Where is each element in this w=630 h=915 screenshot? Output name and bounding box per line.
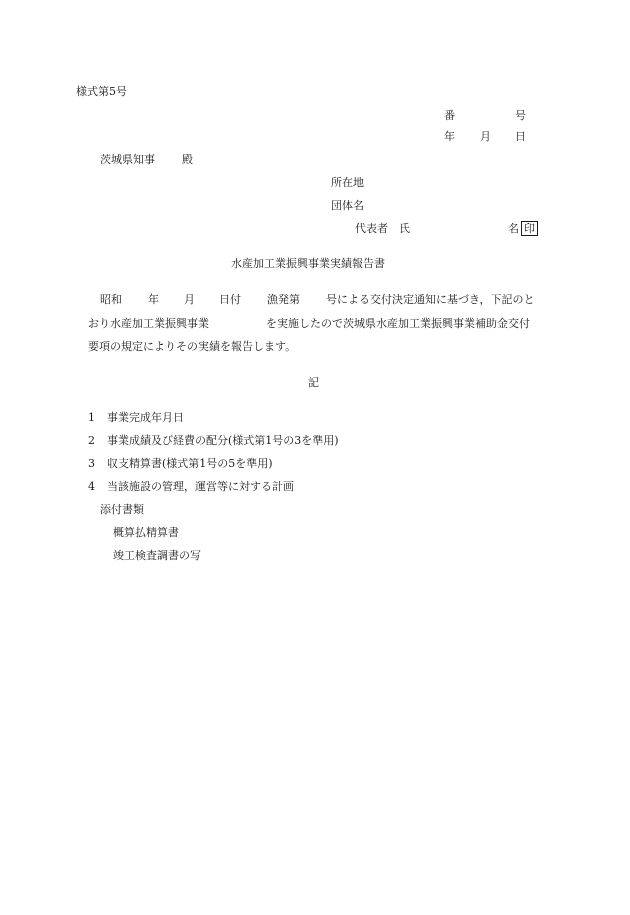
name-suffix: 名	[508, 222, 519, 235]
addressee-honorific: 殿	[182, 153, 193, 166]
item-number: 4	[88, 480, 95, 493]
addressee-name: 茨城県知事	[100, 153, 155, 166]
body-dated-label: 日付	[219, 293, 241, 306]
attachment-item: 竣工検査調書の写	[113, 549, 201, 562]
document-title: 水産加工業振興事業実績報告書	[231, 257, 385, 270]
body-line-2-part2: を実施したので茨城県水産加工業振興事業補助金交付	[266, 317, 530, 330]
date-day: 日	[515, 130, 526, 143]
body-year-label: 年	[148, 293, 159, 306]
item-number: 2	[88, 434, 95, 447]
organization-label: 団体名	[331, 199, 364, 212]
representative-name-suffix	[508, 221, 538, 236]
body-line-2-part1: おり水産加工業振興事業	[88, 317, 209, 330]
document-number-suffix: 号	[515, 109, 526, 122]
body-line-3: 要項の規定によりその実績を報告します。	[88, 340, 297, 353]
item-text: 事業完成年月日	[107, 411, 184, 424]
item-number: 1	[88, 411, 95, 424]
document-number-label: 番	[444, 109, 455, 122]
representative-label: 代表者 氏	[355, 222, 410, 235]
item-text: 収支精算書(様式第1号の5を準用)	[107, 457, 273, 470]
address-label: 所在地	[331, 176, 364, 189]
date-month: 月	[480, 130, 491, 143]
item-number: 3	[88, 457, 95, 470]
body-line-1-rest: 号による交付決定通知に基づき，下記のと	[326, 293, 535, 306]
body-month-label: 月	[184, 293, 195, 306]
item-text: 当該施設の管理，運営等に対する計画	[107, 480, 294, 493]
form-label: 様式第5号	[76, 85, 127, 98]
seal-mark: 印	[521, 221, 538, 236]
date-year: 年	[444, 130, 455, 143]
attachments-heading: 添付書類	[100, 503, 144, 516]
era-label: 昭和	[100, 293, 122, 306]
attachment-item: 概算払精算書	[113, 526, 179, 539]
ref-number-label: 漁発第	[267, 293, 300, 306]
item-text: 事業成績及び経費の配分(様式第1号の3を準用)	[107, 434, 339, 447]
ki-heading: 記	[308, 376, 319, 389]
